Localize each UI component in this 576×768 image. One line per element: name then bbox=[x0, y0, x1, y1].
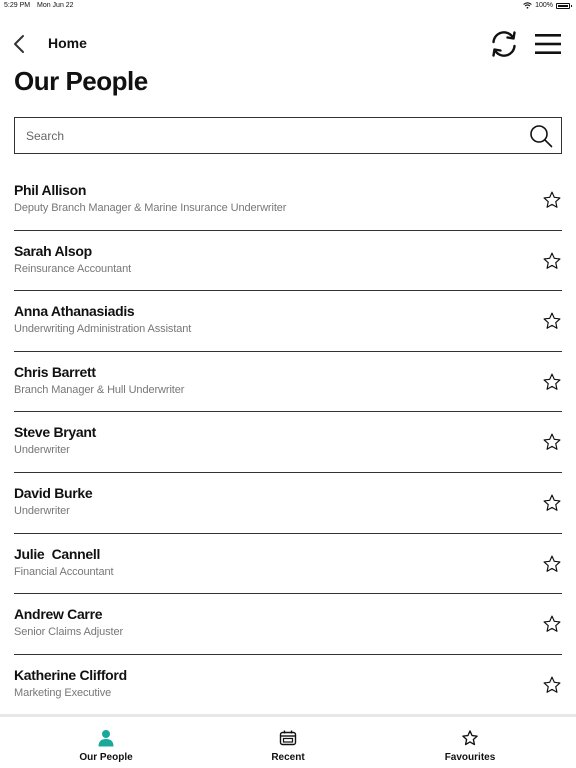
tab-label: Our People bbox=[79, 752, 133, 763]
person-name: Katherine Clifford bbox=[14, 666, 127, 683]
person-name: Phil Allison bbox=[14, 182, 87, 198]
calendar-icon bbox=[279, 729, 297, 747]
list-item[interactable] bbox=[14, 231, 562, 292]
person-name: Sarah Alsop bbox=[14, 242, 92, 259]
favourite-star-icon[interactable] bbox=[542, 493, 562, 513]
favourite-star-icon[interactable] bbox=[542, 251, 562, 271]
search-box bbox=[14, 117, 562, 154]
list-item[interactable] bbox=[14, 352, 562, 413]
person-role: Underwriter bbox=[14, 444, 70, 457]
person-name: Andrew Carre bbox=[14, 606, 103, 623]
favourite-star-icon[interactable] bbox=[542, 372, 562, 392]
favourite-star-icon[interactable] bbox=[542, 190, 562, 210]
person-role: Deputy Branch Manager & Marine Insurance Underwriter bbox=[14, 202, 287, 214]
list-item[interactable] bbox=[14, 655, 562, 716]
wifi-icon bbox=[523, 2, 532, 9]
tab-label: Recent bbox=[271, 752, 305, 763]
battery-percent: 100% bbox=[535, 2, 553, 9]
search-icon[interactable] bbox=[529, 124, 553, 148]
person-role: Underwriting Administration Assistant bbox=[14, 323, 192, 336]
people-list bbox=[14, 170, 562, 715]
favourite-star-icon[interactable] bbox=[542, 614, 562, 634]
person-name: Steve Bryant bbox=[14, 424, 96, 441]
list-item[interactable] bbox=[14, 594, 562, 655]
back-button-label[interactable]: Home bbox=[48, 35, 87, 51]
search-input[interactable] bbox=[15, 118, 515, 153]
status-date: Mon Jun 22 bbox=[37, 2, 74, 9]
status-bar bbox=[0, 0, 576, 12]
status-time: 5:29 PM bbox=[4, 2, 31, 9]
person-name: Anna Athanasiadis bbox=[14, 303, 135, 320]
person-role: Marketing Executive bbox=[14, 686, 112, 699]
navigation-bar bbox=[0, 28, 576, 60]
favourite-star-icon[interactable] bbox=[542, 554, 562, 574]
tab-our-people[interactable] bbox=[10, 717, 202, 768]
favourite-star-icon[interactable] bbox=[542, 311, 562, 331]
star-icon bbox=[461, 729, 479, 747]
battery-icon bbox=[556, 3, 570, 9]
favourite-star-icon[interactable] bbox=[542, 432, 562, 452]
tab-bar bbox=[0, 714, 576, 768]
person-name: David Burke bbox=[14, 484, 93, 501]
person-name: Chris Barrett bbox=[14, 363, 96, 380]
page-title: Our People bbox=[14, 66, 148, 96]
person-role: Underwriter bbox=[14, 504, 70, 517]
person-role: Branch Manager & Hull Underwriter bbox=[14, 383, 185, 396]
back-chevron-icon[interactable] bbox=[10, 30, 30, 58]
tab-recent[interactable] bbox=[192, 717, 384, 768]
hamburger-menu-icon[interactable] bbox=[534, 30, 562, 58]
person-name: Julie Cannell bbox=[14, 545, 101, 562]
list-item[interactable] bbox=[14, 412, 562, 473]
favourite-star-icon[interactable] bbox=[542, 675, 562, 695]
tab-favourites[interactable] bbox=[374, 717, 566, 768]
list-item[interactable] bbox=[14, 534, 562, 595]
list-item[interactable] bbox=[14, 473, 562, 534]
status-right bbox=[523, 2, 570, 9]
refresh-icon[interactable] bbox=[488, 28, 520, 60]
person-role: Financial Accountant bbox=[14, 565, 114, 578]
person-role: Reinsurance Accountant bbox=[14, 262, 132, 275]
tab-label: Favourites bbox=[444, 752, 496, 763]
person-role: Senior Claims Adjuster bbox=[14, 626, 124, 639]
list-item[interactable] bbox=[14, 170, 562, 231]
list-item[interactable] bbox=[14, 291, 562, 352]
person-icon bbox=[97, 729, 115, 747]
